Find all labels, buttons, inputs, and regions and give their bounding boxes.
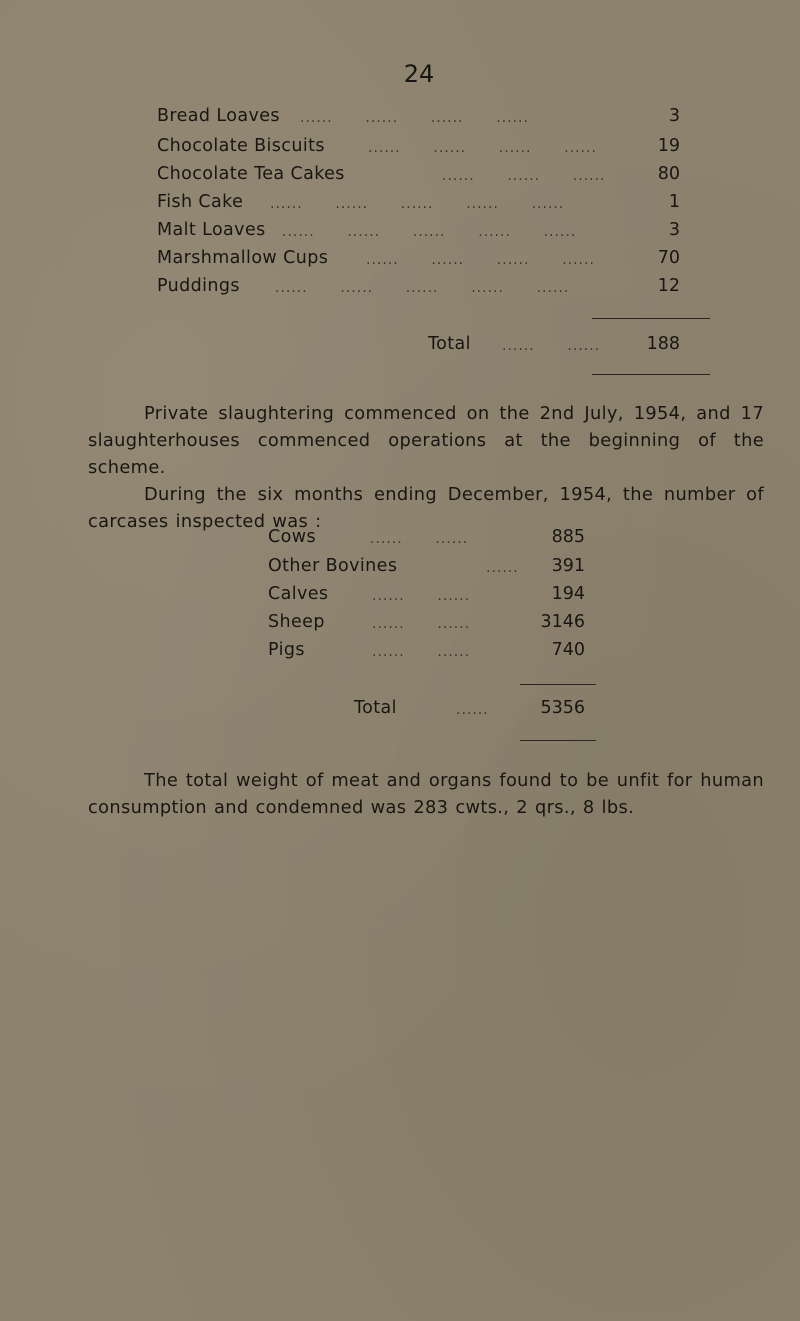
paragraph-slaughtering: Private slaughtering commenced on the 2nd July, 1954, and 17 slaughterhouses commenced operations at the beginning of the scheme. xyxy=(88,403,764,478)
table-row-value: 3 xyxy=(668,220,680,240)
table-row-label: Marshmallow Cups xyxy=(157,248,329,268)
table-row-label: Chocolate Biscuits xyxy=(157,136,325,156)
leader-dots: ...... ...... ...... xyxy=(442,168,606,184)
table-row-value: 19 xyxy=(657,136,680,156)
table-row-label: Other Bovines xyxy=(268,556,398,576)
table-row-label: Bread Loaves xyxy=(157,106,280,126)
table-row-value: 391 xyxy=(551,556,585,576)
total-rule-top xyxy=(520,684,596,685)
table-row-label: Chocolate Tea Cakes xyxy=(157,164,345,184)
leader-dots: ...... ...... xyxy=(372,644,471,660)
table-row-label: Puddings xyxy=(157,276,240,296)
leader-dots: ...... ...... ...... ...... ...... xyxy=(270,196,565,212)
total-value: 5356 xyxy=(540,698,585,718)
table-row-label: Sheep xyxy=(268,612,325,632)
table-row-value: 740 xyxy=(551,640,585,660)
total-label: Total xyxy=(428,334,471,354)
page-number: 24 xyxy=(403,60,435,88)
table-row-value: 1 xyxy=(668,192,680,212)
paragraph-carcases: During the six months ending December, 1954, the number of carcases inspected was : xyxy=(88,484,764,532)
total-label: Total xyxy=(354,698,397,718)
table-row-value: 3 xyxy=(668,106,680,126)
leader-dots: ...... ...... xyxy=(370,531,469,547)
leader-dots: ...... ...... ...... ...... xyxy=(368,140,597,156)
total-rule-bottom xyxy=(520,740,596,741)
table-row-label: Pigs xyxy=(268,640,305,660)
total-value: 188 xyxy=(646,334,680,354)
leader-dots: ...... xyxy=(486,560,519,576)
leader-dots: ...... ...... ...... ...... ...... xyxy=(282,224,577,240)
table-row-value: 194 xyxy=(551,584,585,604)
table-row-value: 12 xyxy=(657,276,680,296)
total-rule-top xyxy=(592,318,710,319)
text-block xyxy=(88,400,764,535)
leader-dots: ...... xyxy=(456,702,489,718)
table-row-label: Malt Loaves xyxy=(157,220,266,240)
table-row-label: Calves xyxy=(268,584,329,604)
leader-dots: ...... ...... xyxy=(372,588,471,604)
table-row-value: 885 xyxy=(551,527,585,547)
leader-dots: ...... ...... xyxy=(372,616,471,632)
leader-dots: ...... ...... xyxy=(502,338,601,354)
leader-dots: ...... ...... ...... ...... ...... xyxy=(275,280,570,296)
text-block xyxy=(88,767,764,821)
table-row-label: Cows xyxy=(268,527,316,547)
paragraph-condemned-weight: The total weight of meat and organs found to be unfit for human consumption and condemned was 283 cwts., 2 qrs., 8 lbs. xyxy=(88,770,764,818)
leader-dots: ...... ...... ...... ...... xyxy=(300,110,529,126)
leader-dots: ...... ...... ...... ...... xyxy=(366,252,595,268)
total-rule-bottom xyxy=(592,374,710,375)
table-row-value: 3146 xyxy=(540,612,585,632)
table-row-value: 80 xyxy=(657,164,680,184)
table-row-value: 70 xyxy=(657,248,680,268)
table-row-label: Fish Cake xyxy=(157,192,244,212)
